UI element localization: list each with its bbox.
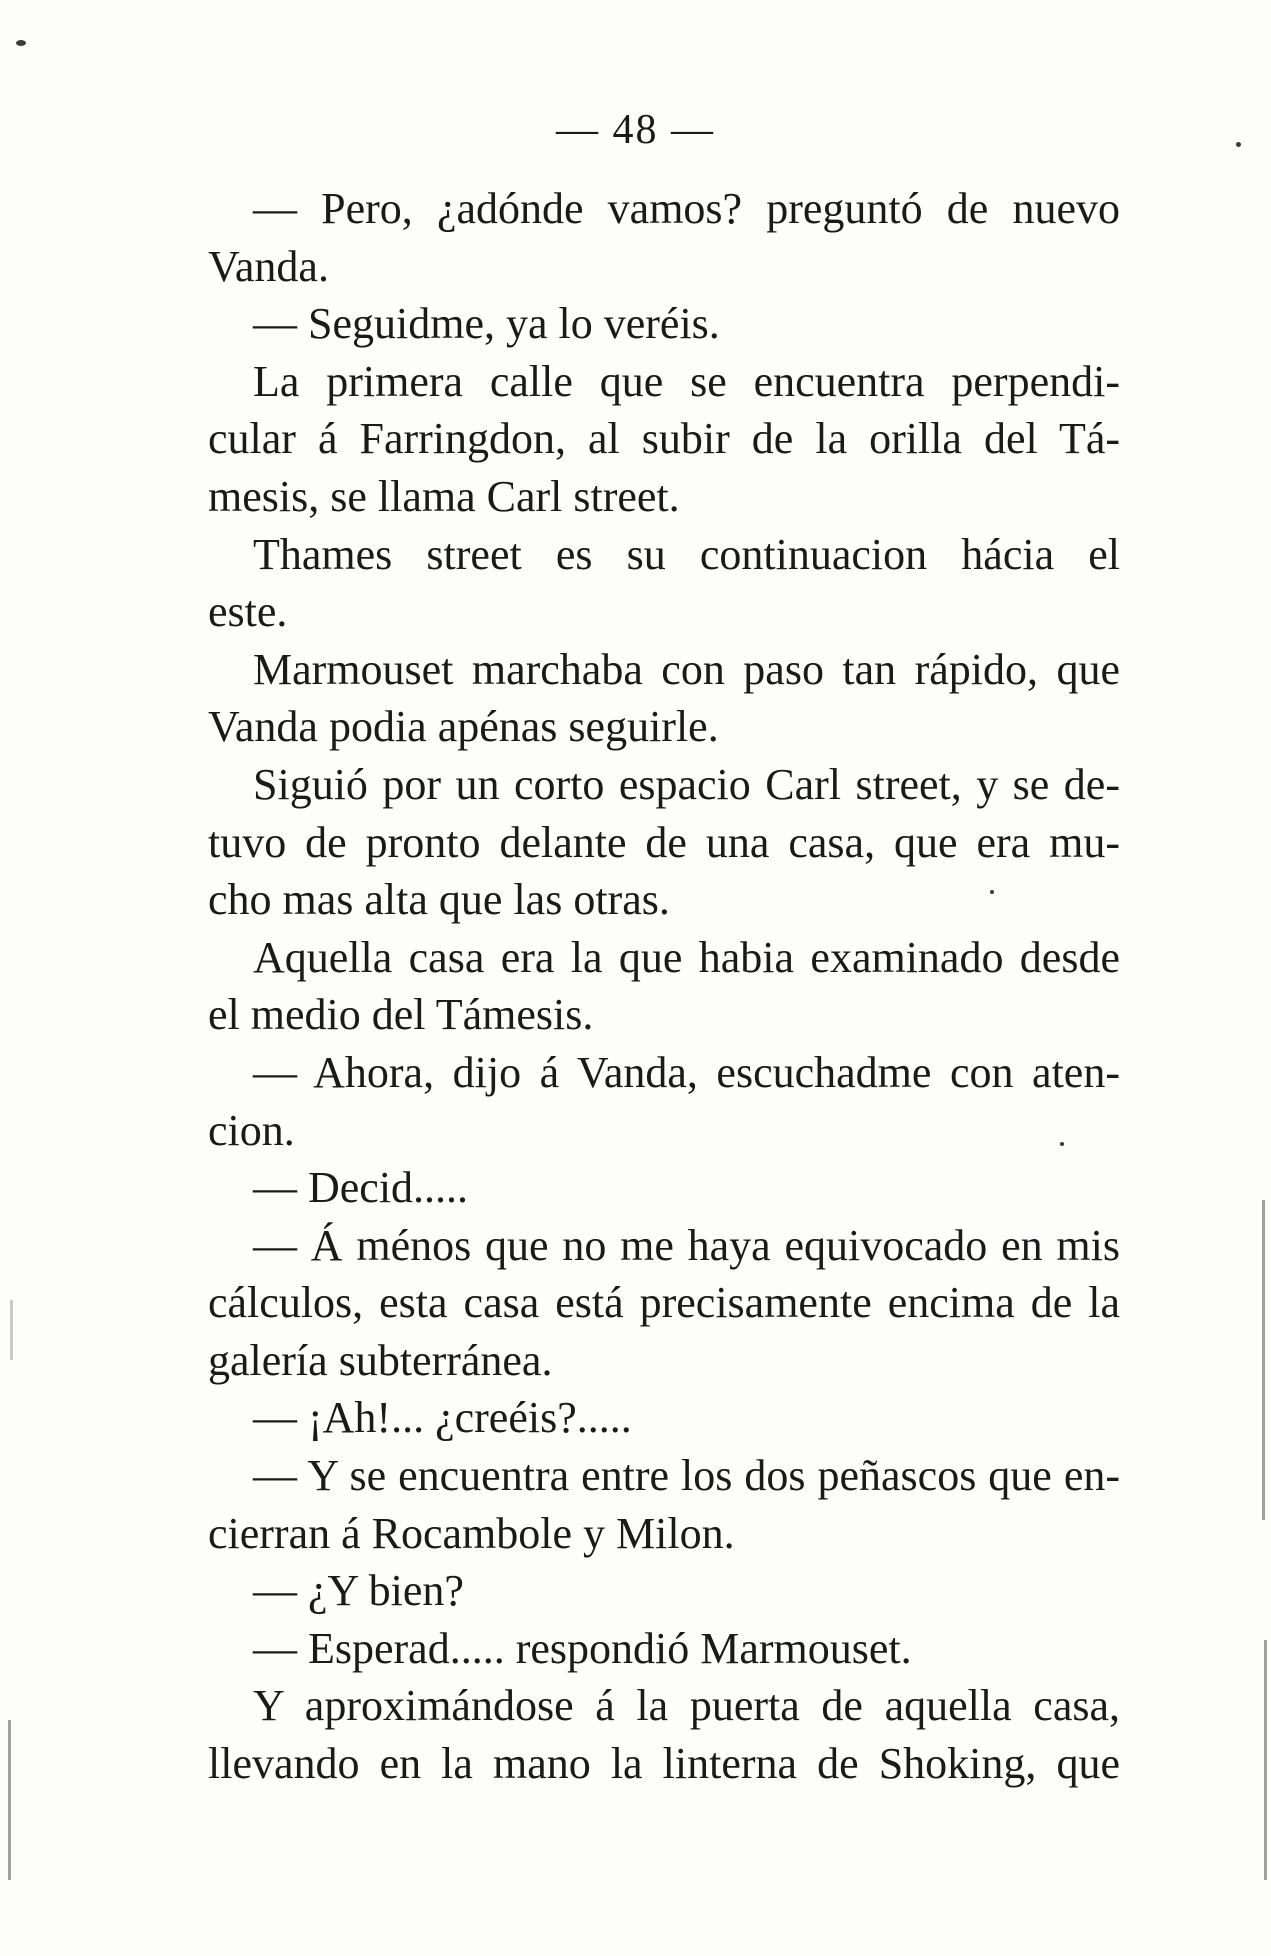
text-line: mesis, se llama Carl street. — [208, 471, 680, 521]
text-line: Vanda podia apénas seguirle. — [208, 702, 719, 752]
scan-edge-right — [1264, 1640, 1267, 1880]
text-line: — Esperad..... respondió Marmouset. — [253, 1623, 912, 1673]
text-line: Aquella casa era la que habia examinado desde — [253, 932, 1120, 982]
page-number: — 48 — — [556, 107, 715, 153]
scan-speck — [990, 890, 994, 894]
body-text — [208, 180, 1120, 1793]
text-line: La primera calle que se encuentra perpendi- — [253, 356, 1120, 406]
text-line: el medio del Támesis. — [208, 990, 594, 1040]
text-line: Y aproximándose á la puerta de aquella casa, — [253, 1681, 1120, 1731]
text-line: cion. — [208, 1105, 295, 1155]
text-line: — Á ménos que no me haya equivocado en mis — [253, 1220, 1120, 1270]
scan-speck — [1060, 1142, 1064, 1146]
text-line: este. — [208, 587, 288, 637]
text-line: — Ahora, dijo á Vanda, escuchadme con aten- — [253, 1047, 1120, 1097]
text-line: Vanda. — [208, 241, 329, 291]
text-line: cho mas alta que las otras. — [208, 875, 670, 925]
scan-edge-left — [10, 1300, 13, 1360]
text-line: — Y se encuentra entre los dos peñascos que en- — [253, 1451, 1120, 1501]
text-line: cálculos, esta casa está precisamente encima de la — [208, 1278, 1120, 1328]
text-line: cierran á Rocambole y Milon. — [208, 1508, 735, 1558]
scan-speck — [1236, 142, 1241, 147]
scan-speck — [16, 40, 26, 46]
text-line: Siguió por un corto espacio Carl street, y se de- — [253, 759, 1120, 809]
text-line: — Seguidme, ya lo veréis. — [253, 299, 720, 349]
text-line: tuvo de pronto delante de una casa, que era mu- — [208, 817, 1120, 867]
text-line: — Decid..... — [253, 1163, 469, 1213]
text-line: Thames street es su continuacion hácia el — [253, 529, 1120, 579]
text-line: Marmouset marchaba con paso tan rápido, que — [253, 644, 1120, 694]
text-line: — ¿Y bien? — [253, 1566, 464, 1616]
scan-edge-left — [8, 1720, 11, 1880]
text-line: — Pero, ¿adónde vamos? preguntó de nuevo — [253, 184, 1120, 233]
text-line: llevando en la mano la linterna de Shoking, que — [208, 1739, 1120, 1789]
text-line: — ¡Ah!... ¿creéis?..... — [253, 1393, 632, 1443]
text-line: cular á Farringdon, al subir de la orilla del Tá- — [208, 414, 1120, 464]
scan-edge-right — [1262, 1200, 1265, 1520]
text-line: galería subterránea. — [208, 1335, 553, 1385]
